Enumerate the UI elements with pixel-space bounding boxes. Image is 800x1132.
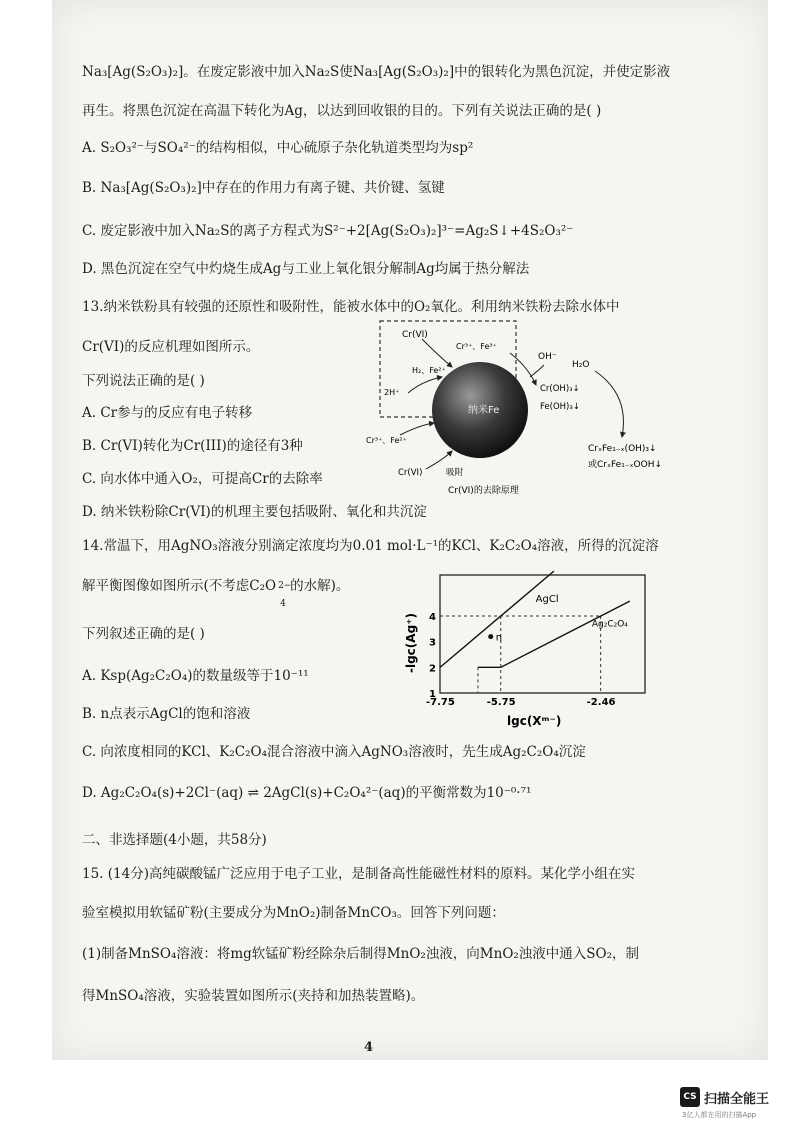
q14-option-d: D. Ag₂C₂O₄(s)+2Cl⁻(aq) ⇌ 2AgCl(s)+C₂O₄²⁻(aq)的平衡常数为10⁻⁰·⁷¹: [82, 785, 532, 801]
q12-option-c: C. 废定影液中加入Na₂S的离子方程式为S²⁻+2[Ag(S₂O₃)₂]³⁻=Ag₂S↓+4S₂O₃²⁻: [82, 223, 574, 239]
q14-option-c: C. 向浓度相同的KCl、K₂C₂O₄混合溶液中滴入AgNO₃溶液时，先生成Ag₂C₂O₄沉淀: [82, 744, 586, 760]
series-label-agcl: AgCl: [535, 593, 559, 605]
q14-superscript: 2−: [278, 581, 292, 591]
q14-stem-line2: 解平衡图像如图所示(不考虑C₂O 2− 4 的水解)。: [82, 576, 349, 596]
q15-stem-line1: 15. (14分)高纯碳酸锰广泛应用于电子工业，是制备高性能磁性材料的原料。某化学小组在实: [82, 866, 635, 882]
section-2-heading: 二、非选择题(4小题，共58分): [82, 832, 267, 848]
feoh3-label: Fe(OH)₃↓: [540, 402, 580, 412]
q15-part1-line1: (1)制备MnSO₄溶液：将mg软锰矿粉经除杂后制得MnO₂浊液，向MnO₂浊液中通入SO₂，制: [82, 946, 640, 962]
y-tick-label: 3: [429, 637, 436, 649]
y-tick-label: 1: [429, 689, 436, 700]
q14-subscript: 4: [280, 599, 286, 609]
q14-solubility-chart: [395, 565, 665, 730]
q12-stem-line2: 再生。将黑色沉淀在高温下转化为Ag，以达到回收银的目的。下列有关说法正确的是( ): [82, 103, 602, 119]
q14-option-b: B. n点表示AgCl的饱和溶液: [82, 706, 251, 722]
q12-option-d: D. 黑色沉淀在空气中灼烧生成Ag与工业上氧化银分解制Ag均属于热分解法: [82, 261, 530, 277]
x-tick-label: -7.75: [426, 697, 455, 708]
point-n-label: n: [495, 632, 503, 644]
q13-stem-line1: 13.纳米铁粉具有较强的还原性和吸附性，能被水体中的O₂氧化。利用纳米铁粉去除水体中: [82, 299, 620, 315]
q15-stem-line2: 验室模拟用软锰矿粉(主要成分为MnO₂)制备MnCO₃。回答下列问题：: [82, 905, 505, 921]
cr6-top-label: Cr(VI): [402, 330, 428, 340]
q12-stem-line1: Na₃[Ag(S₂O₃)₂]。在废定影液中加入Na₂S使Na₃[Ag(S₂O₃)₂]中的银转化为黑色沉淀，并使定影液: [82, 64, 671, 80]
arrow-bottom-ions: [400, 423, 434, 435]
q13-option-a: A. Cr参与的反应有电子转移: [82, 405, 253, 421]
q13-option-d: D. 纳米铁粉除Cr(VI)的机理主要包括吸附、氧化和共沉淀: [82, 504, 427, 520]
q14-stem-line1: 14.常温下，用AgNO₃溶液分别滴定浓度均为0.01 mol·L⁻¹的KCl、K₂C₂O₄溶液，所得的沉淀溶: [82, 538, 659, 554]
h2-fe2-label: H₂、Fe²⁺: [412, 366, 446, 375]
croh3-label: Cr(OH)₃↓: [540, 384, 580, 394]
app-tagline: 3亿人都在用的扫描App: [682, 1111, 757, 1119]
q14-option-a: A. Ksp(Ag₂C₂O₄)的数量级等于10⁻¹¹: [82, 668, 309, 684]
q13-stem-line2: Cr(VI)的反应机理如图所示。: [82, 339, 260, 355]
y-tick-label: 2: [429, 663, 436, 675]
series-line-agcl: [440, 571, 554, 667]
point-n: [488, 634, 493, 639]
cr3-fe3-label: Cr³⁺、Fe³⁺: [456, 342, 497, 351]
oh-label: OH⁻: [538, 352, 557, 362]
app-name: 扫描全能王: [704, 1091, 770, 1107]
q15-part1-line2: 得MnSO₄溶液，实验装置如图所示(夹持和加热装置略)。: [82, 988, 425, 1004]
product1-label: CrₓFe₁₋ₓ(OH)₃↓: [588, 444, 657, 454]
y-axis-label: -lgc(Ag⁺): [404, 613, 418, 673]
product2-label: 或CrₓFe₁₋ₓOOH↓: [588, 460, 663, 470]
arrow-cr6-in: [422, 339, 452, 367]
series-line-ag2c2o4: [501, 601, 630, 667]
two-h-label: 2H⁺: [384, 388, 400, 397]
q13-mechanism-diagram: [360, 315, 690, 505]
x-axis-label: lgc(Xᵐ⁻): [507, 714, 562, 728]
app-logo-icon: CS: [680, 1087, 700, 1107]
cr3-fe2-bottom-label: Cr³⁺、Fe²⁺: [366, 436, 407, 445]
q12-option-a: A. S₂O₃²⁻与SO₄²⁻的结构相似，中心硫原子杂化轨道类型均为sp²: [82, 140, 474, 156]
scanned-page: [52, 0, 768, 1060]
q13-option-b: B. Cr(VI)转化为Cr(III)的途径有3种: [82, 438, 303, 454]
arrow-oh: [530, 365, 544, 377]
arrow-to-product: [595, 371, 623, 437]
series-label-ag2c2o4: Ag₂C₂O₄: [591, 619, 628, 630]
adsorb-label: 吸附: [446, 468, 464, 478]
caption-label: Cr(VI)的去除原理: [448, 486, 519, 496]
q13-option-c: C. 向水体中通入O₂，可提高Cr的去除率: [82, 471, 323, 487]
x-tick-label: -5.75: [486, 697, 516, 708]
scanner-app-badge: [680, 1087, 769, 1107]
q12-option-b: B. Na₃[Ag(S₂O₃)₂]中存在的作用力有离子键、共价键、氢键: [82, 180, 445, 196]
q14-stem-line3: 下列叙述正确的是( ): [82, 626, 205, 642]
page-number: 4: [364, 1040, 374, 1055]
plot-frame: [440, 575, 645, 693]
x-tick-label: -2.46: [586, 697, 616, 708]
arrow-adsorb: [426, 451, 452, 469]
cr6-bottom-label: Cr(VI): [398, 468, 423, 478]
q13-stem-line3: 下列说法正确的是( ): [82, 373, 205, 389]
h2o-label: H₂O: [572, 360, 590, 370]
y-tick-label: 4: [429, 612, 436, 624]
core-label: 纳米Fe: [468, 405, 500, 416]
